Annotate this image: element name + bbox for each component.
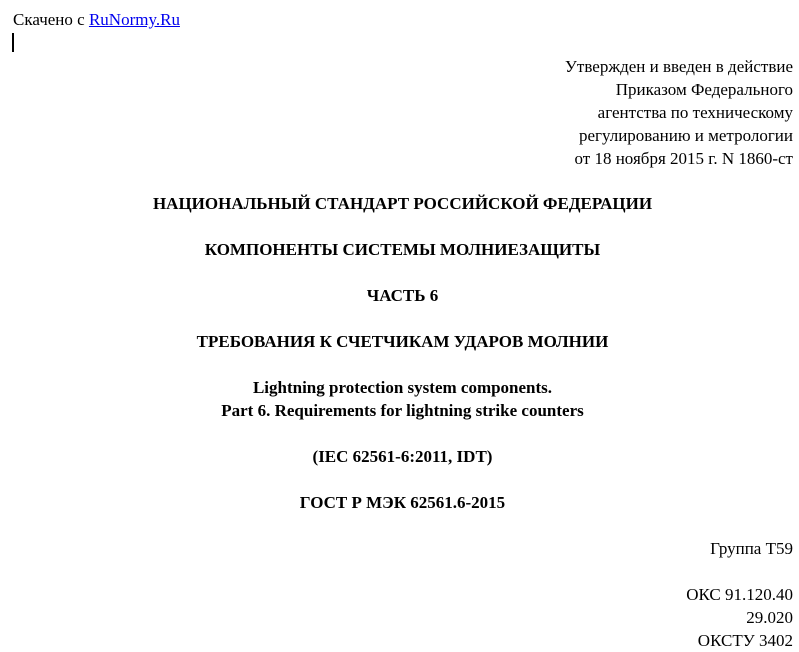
heading-components: КОМПОНЕНТЫ СИСТЕМЫ МОЛНИЕЗАЩИТЫ (204, 240, 601, 259)
runormy-link[interactable]: RuNormy.Ru (88, 10, 180, 29)
classification-okstu: ОКСТУ 3402 (697, 631, 793, 650)
approval-block (565, 55, 793, 170)
approval-line: от 18 ноября 2015 г. N 1860-ст (574, 149, 793, 168)
approval-line: Приказом Федерального (615, 80, 793, 99)
classification-oks-line1: ОКС 91.120.40 (686, 585, 793, 604)
classification-oks-line2: 29.020 (746, 608, 793, 627)
heading-iec: (IEC 62561-6:2011, IDT) (312, 447, 493, 466)
heading-english-line2: Part 6. Requirements for lightning strike counters (221, 401, 584, 420)
heading-requirements: ТРЕБОВАНИЯ К СЧЕТЧИКАМ УДАРОВ МОЛНИИ (196, 332, 609, 351)
source-line (13, 8, 180, 31)
heading-english-line1: Lightning protection system components. (252, 378, 553, 397)
approval-line: регулированию и метрологии (578, 126, 793, 145)
classification-group: Группа Т59 (710, 539, 793, 558)
heading-gost: ГОСТ Р МЭК 62561.6-2015 (299, 493, 506, 512)
heading-part: ЧАСТЬ 6 (366, 286, 439, 305)
source-prefix: Скачено с (13, 10, 89, 29)
approval-line: Утвержден и введен в действие (564, 57, 793, 76)
heading-national-standard: НАЦИОНАЛЬНЫЙ СТАНДАРТ РОССИЙСКОЙ ФЕДЕРАЦИИ (152, 194, 653, 213)
approval-line: агентства по техническому (597, 103, 793, 122)
text-caret (12, 33, 14, 52)
